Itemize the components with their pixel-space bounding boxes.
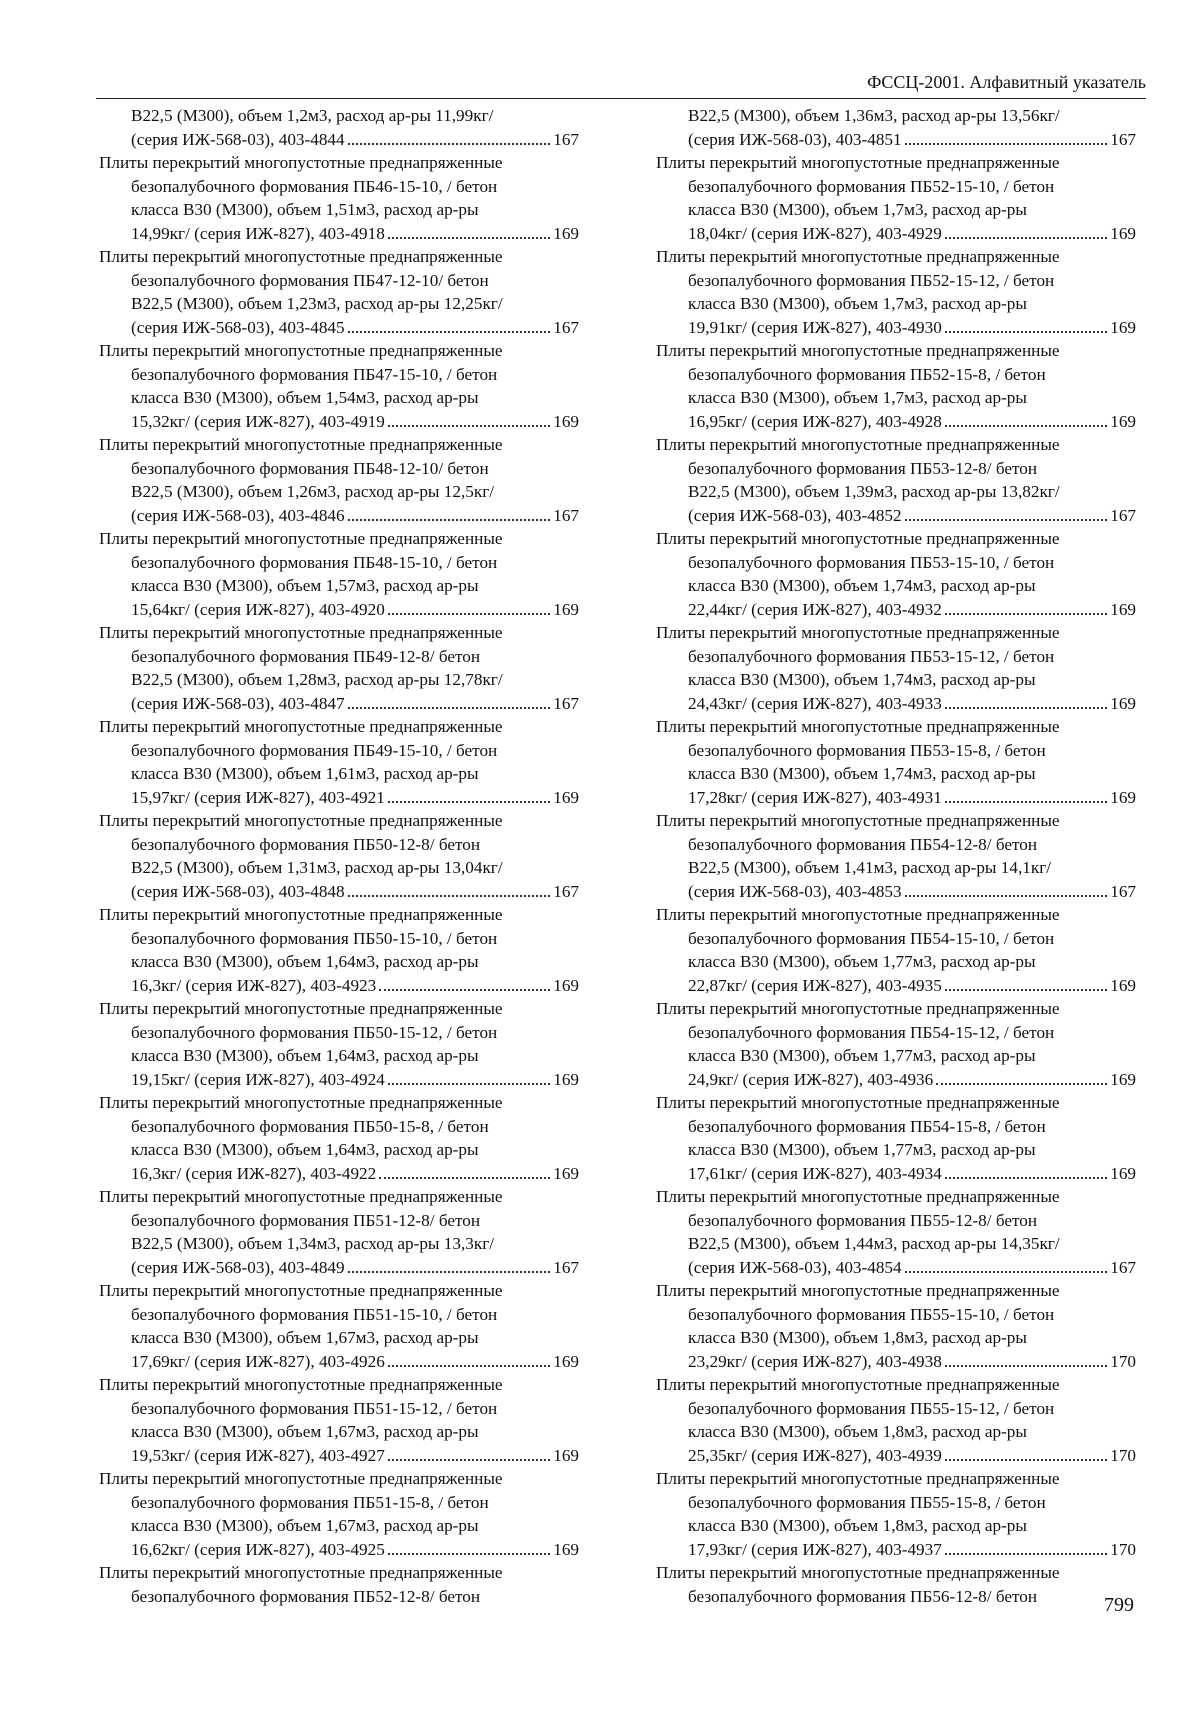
entry-line: безопалубочного формования ПБ54-12-8/ бетон — [688, 834, 1038, 854]
entry-line: класса В30 (М300), объем 1,8м3, расход ар-ры — [688, 1516, 1027, 1535]
entry-line: класса В30 (М300), объем 1,74м3, расход ар-ры — [688, 576, 1036, 595]
entry-page-ref: 169 — [553, 411, 579, 431]
entry-line — [99, 692, 579, 716]
entry-page-ref: 169 — [1110, 1069, 1136, 1089]
index-entry — [656, 809, 1136, 903]
entry-line — [656, 598, 1136, 622]
entry-line: класса В30 (М300), объем 1,54м3, расход ар-ры — [131, 388, 479, 407]
entry-line — [656, 1256, 1136, 1280]
entry-line: Плиты перекрытий многопустотные преднапряженные — [656, 999, 1060, 1018]
entry-text: 17,61кг/ (серия ИЖ-827), 403-4934 — [688, 1163, 942, 1183]
entry-page-ref: 167 — [1110, 881, 1136, 901]
index-entry — [99, 339, 579, 433]
entry-line: безопалубочного формования ПБ52-15-10, / бетон — [688, 176, 1055, 196]
entry-text: 24,43кг/ (серия ИЖ-827), 403-4933 — [688, 693, 942, 713]
entry-line: Плиты перекрытий многопустотные преднапряженные — [656, 1187, 1060, 1206]
entry-line: безопалубочного формования ПБ54-15-12, / бетон — [688, 1022, 1055, 1042]
entry-text: 15,32кг/ (серия ИЖ-827), 403-4919 — [131, 411, 385, 431]
index-entry — [656, 433, 1136, 527]
index-entry — [99, 903, 579, 997]
entry-line: безопалубочного формования ПБ47-12-10/ бетон — [131, 270, 489, 290]
entry-line — [656, 786, 1136, 810]
index-entry — [99, 715, 579, 809]
entry-line: Плиты перекрытий многопустотные преднапряженные — [656, 435, 1060, 454]
entry-line: безопалубочного формования ПБ50-12-8/ бетон — [131, 834, 481, 854]
entry-line — [99, 222, 579, 246]
entry-line: класса В30 (М300), объем 1,77м3, расход ар-ры — [688, 1140, 1036, 1159]
running-title: ФССЦ-2001. Алфавитный указатель — [867, 72, 1146, 92]
entry-line: класса В30 (М300), объем 1,77м3, расход ар-ры — [688, 952, 1036, 971]
entry-line: Плиты перекрытий многопустотные преднапряженные — [656, 1469, 1060, 1488]
entry-page-ref: 167 — [553, 505, 579, 525]
entry-line — [656, 974, 1136, 998]
entry-text: (серия ИЖ-568-03), 403-4852 — [688, 505, 902, 525]
entry-line: Плиты перекрытий многопустотные преднапряженные — [99, 623, 503, 642]
entry-line — [656, 504, 1136, 528]
entry-line: безопалубочного формования ПБ48-15-10, / бетон — [131, 552, 498, 572]
entry-line: безопалубочного формования ПБ51-15-10, / бетон — [131, 1304, 498, 1324]
entry-line — [99, 1444, 579, 1468]
entry-line — [656, 1538, 1136, 1562]
entry-page-ref: 169 — [1110, 411, 1136, 431]
entry-line: класса В30 (М300), объем 1,74м3, расход ар-ры — [688, 764, 1036, 783]
entry-line — [99, 128, 579, 152]
entry-line: класса В30 (М300), объем 1,74м3, расход ар-ры — [688, 670, 1036, 689]
dot-leader — [945, 1553, 1107, 1555]
index-entry — [99, 1467, 579, 1561]
entry-line: класса В30 (М300), объем 1,7м3, расход ар-ры — [688, 294, 1027, 313]
entry-line: безопалубочного формования ПБ55-15-12, / бетон — [688, 1398, 1055, 1418]
entry-line: Плиты перекрытий многопустотные преднапряженные — [99, 811, 503, 830]
entry-line — [99, 786, 579, 810]
dot-leader — [905, 1271, 1108, 1273]
entry-line: Плиты перекрытий многопустотные преднапряженные — [99, 1469, 503, 1488]
index-entry — [99, 809, 579, 903]
entry-line: безопалубочного формования ПБ53-15-10, / бетон — [688, 552, 1055, 572]
dot-leader — [388, 1083, 550, 1085]
entry-line: безопалубочного формования ПБ46-15-10, / бетон — [131, 176, 498, 196]
entry-page-ref: 169 — [1110, 223, 1136, 243]
index-entry — [99, 621, 579, 715]
entry-text: (серия ИЖ-568-03), 403-4849 — [131, 1257, 345, 1277]
entry-page-ref: 169 — [553, 1351, 579, 1371]
index-entry — [99, 433, 579, 527]
entry-line: безопалубочного формования ПБ52-15-12, / бетон — [688, 270, 1055, 290]
entry-line: класса В30 (М300), объем 1,67м3, расход ар-ры — [131, 1516, 479, 1535]
entry-text: 18,04кг/ (серия ИЖ-827), 403-4929 — [688, 223, 942, 243]
entry-line: безопалубочного формования ПБ53-12-8/ бетон — [688, 458, 1038, 478]
entry-line: безопалубочного формования ПБ50-15-12, / бетон — [131, 1022, 498, 1042]
entry-line: класса В30 (М300), объем 1,64м3, расход ар-ры — [131, 952, 479, 971]
entry-text: 16,95кг/ (серия ИЖ-827), 403-4928 — [688, 411, 942, 431]
entry-line: безопалубочного формования ПБ50-15-8, / бетон — [131, 1116, 489, 1136]
entry-line: класса В30 (М300), объем 1,67м3, расход ар-ры — [131, 1422, 479, 1441]
entry-page-ref: 167 — [553, 317, 579, 337]
entry-text: 19,91кг/ (серия ИЖ-827), 403-4930 — [688, 317, 942, 337]
entry-line: В22,5 (М300), объем 1,34м3, расход ар-ры 13,3кг/ — [131, 1234, 495, 1253]
entry-text: (серия ИЖ-568-03), 403-4853 — [688, 881, 902, 901]
entry-page-ref: 169 — [553, 787, 579, 807]
dot-leader — [388, 237, 550, 239]
entry-page-ref: 169 — [1110, 787, 1136, 807]
index-entry — [656, 1185, 1136, 1279]
index-entry — [656, 1467, 1136, 1561]
entry-line: Плиты перекрытий многопустотные преднапряженные — [656, 623, 1060, 642]
entry-line — [656, 1350, 1136, 1374]
index-entry — [656, 104, 1136, 151]
entry-line — [99, 598, 579, 622]
entry-line: Плиты перекрытий многопустотные преднапряженные — [99, 529, 503, 548]
entry-line — [656, 222, 1136, 246]
entry-text: (серия ИЖ-568-03), 403-4844 — [131, 129, 345, 149]
entry-page-ref: 167 — [1110, 1257, 1136, 1277]
entry-page-ref: 169 — [1110, 1163, 1136, 1183]
entry-page-ref: 167 — [1110, 129, 1136, 149]
entry-page-ref: 169 — [553, 1069, 579, 1089]
entry-line: Плиты перекрытий многопустотные преднапряженные — [656, 1563, 1060, 1582]
entry-line: Плиты перекрытий многопустотные преднапряженные — [656, 1281, 1060, 1300]
entry-text: 17,69кг/ (серия ИЖ-827), 403-4926 — [131, 1351, 385, 1371]
entry-page-ref: 169 — [1110, 693, 1136, 713]
dot-leader — [905, 519, 1108, 521]
entry-line: безопалубочного формования ПБ52-15-8, / бетон — [688, 364, 1046, 384]
index-entry — [656, 903, 1136, 997]
entry-text: 19,53кг/ (серия ИЖ-827), 403-4927 — [131, 1445, 385, 1465]
entry-line: В22,5 (М300), объем 1,31м3, расход ар-ры 13,04кг/ — [131, 858, 503, 877]
entry-line: безопалубочного формования ПБ54-15-10, / бетон — [688, 928, 1055, 948]
entry-page-ref: 169 — [1110, 599, 1136, 619]
entry-text: 22,87кг/ (серия ИЖ-827), 403-4935 — [688, 975, 942, 995]
entry-line: безопалубочного формования ПБ56-12-8/ бетон — [688, 1586, 1038, 1606]
entry-line: Плиты перекрытий многопустотные преднапряженные — [656, 247, 1060, 266]
entry-page-ref: 169 — [553, 1539, 579, 1559]
dot-leader — [348, 331, 551, 333]
dot-leader — [905, 143, 1108, 145]
entry-text: 25,35кг/ (серия ИЖ-827), 403-4939 — [688, 1445, 942, 1465]
entry-line — [656, 692, 1136, 716]
dot-leader — [945, 1365, 1107, 1367]
entry-line: Плиты перекрытий многопустотные преднапряженные — [99, 717, 503, 736]
dot-leader — [945, 237, 1107, 239]
entry-line: Плиты перекрытий многопустотные преднапряженные — [99, 341, 503, 360]
entry-page-ref: 170 — [1110, 1351, 1136, 1371]
index-entry — [656, 1561, 1136, 1608]
entry-line: безопалубочного формования ПБ51-12-8/ бетон — [131, 1210, 481, 1230]
entry-line: Плиты перекрытий многопустотные преднапряженные — [99, 153, 503, 172]
entry-line: Плиты перекрытий многопустотные преднапряженные — [99, 1563, 503, 1582]
index-entry — [656, 527, 1136, 621]
entry-text: 16,3кг/ (серия ИЖ-827), 403-4923 — [131, 975, 377, 995]
entry-line: Плиты перекрытий многопустотные преднапряженные — [656, 153, 1060, 172]
dot-leader — [348, 707, 551, 709]
entry-text: 16,62кг/ (серия ИЖ-827), 403-4925 — [131, 1539, 385, 1559]
entry-line: Плиты перекрытий многопустотные преднапряженные — [99, 435, 503, 454]
dot-leader — [388, 1365, 550, 1367]
entry-line — [99, 974, 579, 998]
index-entry — [656, 715, 1136, 809]
page-number: 799 — [1104, 1594, 1134, 1616]
entry-line: Плиты перекрытий многопустотные преднапряженные — [656, 1093, 1060, 1112]
entry-line — [99, 410, 579, 434]
entry-line: Плиты перекрытий многопустотные преднапряженные — [99, 905, 503, 924]
index-entry — [656, 1373, 1136, 1467]
entry-page-ref: 170 — [1110, 1445, 1136, 1465]
entry-text: 17,93кг/ (серия ИЖ-827), 403-4937 — [688, 1539, 942, 1559]
entry-line — [656, 128, 1136, 152]
entry-line — [656, 880, 1136, 904]
entry-line: В22,5 (М300), объем 1,23м3, расход ар-ры 12,25кг/ — [131, 294, 503, 313]
entry-line: безопалубочного формования ПБ49-12-8/ бетон — [131, 646, 481, 666]
entry-line: класса В30 (М300), объем 1,67м3, расход ар-ры — [131, 1328, 479, 1347]
entry-line — [656, 1162, 1136, 1186]
entry-line: класса В30 (М300), объем 1,7м3, расход ар-ры — [688, 200, 1027, 219]
entry-line: В22,5 (М300), объем 1,36м3, расход ар-ры 13,56кг/ — [688, 106, 1060, 125]
dot-leader — [945, 1177, 1107, 1179]
entry-line: В22,5 (М300), объем 1,39м3, расход ар-ры 13,82кг/ — [688, 482, 1060, 501]
entry-line: Плиты перекрытий многопустотные преднапряженные — [99, 1375, 503, 1394]
entry-line: Плиты перекрытий многопустотные преднапряженные — [99, 999, 503, 1018]
dot-leader — [945, 707, 1107, 709]
dot-leader — [945, 425, 1107, 427]
entry-page-ref: 169 — [553, 1445, 579, 1465]
dot-leader — [945, 989, 1107, 991]
entry-line: Плиты перекрытий многопустотные преднапряженные — [99, 247, 503, 266]
entry-text: 23,29кг/ (серия ИЖ-827), 403-4938 — [688, 1351, 942, 1371]
entry-line: В22,5 (М300), объем 1,28м3, расход ар-ры 12,78кг/ — [131, 670, 503, 689]
dot-leader — [936, 1083, 1107, 1085]
entry-line: Плиты перекрытий многопустотные преднапряженные — [99, 1281, 503, 1300]
entry-line — [99, 1350, 579, 1374]
entry-line: безопалубочного формования ПБ55-15-8, / бетон — [688, 1492, 1046, 1512]
entry-line: безопалубочного формования ПБ51-15-12, / бетон — [131, 1398, 498, 1418]
entry-line — [99, 1068, 579, 1092]
entry-text: (серия ИЖ-568-03), 403-4846 — [131, 505, 345, 525]
entry-line: безопалубочного формования ПБ53-15-12, / бетон — [688, 646, 1055, 666]
index-entry — [656, 621, 1136, 715]
entry-line: В22,5 (М300), объем 1,2м3, расход ар-ры 11,99кг/ — [131, 106, 494, 125]
entry-text: (серия ИЖ-568-03), 403-4848 — [131, 881, 345, 901]
dot-leader — [388, 1553, 550, 1555]
dot-leader — [388, 425, 550, 427]
entry-text: (серия ИЖ-568-03), 403-4845 — [131, 317, 345, 337]
entry-line: класса В30 (М300), объем 1,8м3, расход ар-ры — [688, 1328, 1027, 1347]
dot-leader — [388, 1459, 550, 1461]
entry-line: В22,5 (М300), объем 1,44м3, расход ар-ры 14,35кг/ — [688, 1234, 1060, 1253]
entry-line: Плиты перекрытий многопустотные преднапряженные — [656, 529, 1060, 548]
entry-line: Плиты перекрытий многопустотные преднапряженные — [656, 1375, 1060, 1394]
index-entry — [99, 104, 579, 151]
entry-line: класса В30 (М300), объем 1,8м3, расход ар-ры — [688, 1422, 1027, 1441]
dot-leader — [945, 331, 1107, 333]
index-entry — [99, 151, 579, 245]
entry-text: 15,64кг/ (серия ИЖ-827), 403-4920 — [131, 599, 385, 619]
entry-line: безопалубочного формования ПБ51-15-8, / бетон — [131, 1492, 489, 1512]
index-entry — [656, 997, 1136, 1091]
entry-line — [99, 504, 579, 528]
entry-text: (серия ИЖ-568-03), 403-4854 — [688, 1257, 902, 1277]
entry-page-ref: 167 — [1110, 505, 1136, 525]
entry-line — [656, 1444, 1136, 1468]
entry-page-ref: 167 — [553, 129, 579, 149]
index-entry — [99, 1185, 579, 1279]
entry-page-ref: 169 — [1110, 975, 1136, 995]
entry-line — [99, 1162, 579, 1186]
dot-leader — [348, 1271, 551, 1273]
entry-line: Плиты перекрытий многопустотные преднапряженные — [656, 341, 1060, 360]
entry-line — [99, 880, 579, 904]
dot-leader — [388, 801, 550, 803]
entry-line: безопалубочного формования ПБ47-15-10, / бетон — [131, 364, 498, 384]
entry-line: класса В30 (М300), объем 1,77м3, расход ар-ры — [688, 1046, 1036, 1065]
entry-line — [656, 316, 1136, 340]
index-entry — [99, 1373, 579, 1467]
entry-line: безопалубочного формования ПБ54-15-8, / бетон — [688, 1116, 1046, 1136]
entry-line: В22,5 (М300), объем 1,41м3, расход ар-ры 14,1кг/ — [688, 858, 1052, 877]
entry-text: 14,99кг/ (серия ИЖ-827), 403-4918 — [131, 223, 385, 243]
index-entry — [656, 1091, 1136, 1185]
entry-line: класса В30 (М300), объем 1,7м3, расход ар-ры — [688, 388, 1027, 407]
entry-text: 15,97кг/ (серия ИЖ-827), 403-4921 — [131, 787, 385, 807]
entry-line — [99, 1256, 579, 1280]
index-entry — [99, 1561, 579, 1608]
entry-line: безопалубочного формования ПБ49-15-10, / бетон — [131, 740, 498, 760]
entry-line: класса В30 (М300), объем 1,51м3, расход ар-ры — [131, 200, 479, 219]
entry-text: 17,28кг/ (серия ИЖ-827), 403-4931 — [688, 787, 942, 807]
entry-line — [656, 410, 1136, 434]
entry-text: 19,15кг/ (серия ИЖ-827), 403-4924 — [131, 1069, 385, 1089]
index-entry — [99, 245, 579, 339]
entry-page-ref: 169 — [553, 975, 579, 995]
dot-leader — [945, 801, 1107, 803]
dot-leader — [905, 895, 1108, 897]
entry-text: 22,44кг/ (серия ИЖ-827), 403-4932 — [688, 599, 942, 619]
entry-line: класса В30 (М300), объем 1,64м3, расход ар-ры — [131, 1046, 479, 1065]
entry-line: безопалубочного формования ПБ55-12-8/ бетон — [688, 1210, 1038, 1230]
entry-page-ref: 169 — [553, 223, 579, 243]
entry-text: 24,9кг/ (серия ИЖ-827), 403-4936 — [688, 1069, 934, 1089]
index-entry — [656, 339, 1136, 433]
index-column-left — [99, 104, 579, 1608]
dot-leader — [348, 895, 551, 897]
entry-page-ref: 167 — [553, 1257, 579, 1277]
dot-leader — [379, 989, 550, 991]
dot-leader — [945, 613, 1107, 615]
entry-line — [99, 316, 579, 340]
index-entry — [656, 1279, 1136, 1373]
entry-line: Плиты перекрытий многопустотные преднапряженные — [656, 811, 1060, 830]
index-entry — [99, 997, 579, 1091]
entry-line — [99, 1538, 579, 1562]
entry-page-ref: 167 — [553, 881, 579, 901]
dot-leader — [348, 519, 551, 521]
index-entry — [656, 151, 1136, 245]
index-entry — [656, 245, 1136, 339]
entry-line: безопалубочного формования ПБ52-12-8/ бетон — [131, 1586, 481, 1606]
entry-line: безопалубочного формования ПБ55-15-10, / бетон — [688, 1304, 1055, 1324]
dot-leader — [388, 613, 550, 615]
index-entry — [99, 527, 579, 621]
page-header — [96, 70, 1146, 99]
dot-leader — [945, 1459, 1107, 1461]
dot-leader — [348, 143, 551, 145]
entry-line: безопалубочного формования ПБ48-12-10/ бетон — [131, 458, 489, 478]
entry-text: (серия ИЖ-568-03), 403-4847 — [131, 693, 345, 713]
entry-line: Плиты перекрытий многопустотные преднапряженные — [99, 1093, 503, 1112]
entry-line: класса В30 (М300), объем 1,61м3, расход ар-ры — [131, 764, 479, 783]
entry-line: Плиты перекрытий многопустотные преднапряженные — [656, 717, 1060, 736]
index-column-right — [656, 104, 1136, 1608]
entry-page-ref: 169 — [553, 1163, 579, 1183]
entry-page-ref: 167 — [553, 693, 579, 713]
entry-line: класса В30 (М300), объем 1,64м3, расход ар-ры — [131, 1140, 479, 1159]
entry-text: 16,3кг/ (серия ИЖ-827), 403-4922 — [131, 1163, 377, 1183]
entry-line: В22,5 (М300), объем 1,26м3, расход ар-ры 12,5кг/ — [131, 482, 495, 501]
entry-line: Плиты перекрытий многопустотные преднапряженные — [99, 1187, 503, 1206]
dot-leader — [379, 1177, 550, 1179]
entry-line: безопалубочного формования ПБ53-15-8, / бетон — [688, 740, 1046, 760]
index-entry — [99, 1091, 579, 1185]
entry-line: Плиты перекрытий многопустотные преднапряженные — [656, 905, 1060, 924]
entry-line: безопалубочного формования ПБ50-15-10, / бетон — [131, 928, 498, 948]
entry-page-ref: 169 — [553, 599, 579, 619]
entry-text: (серия ИЖ-568-03), 403-4851 — [688, 129, 902, 149]
entry-line — [656, 1068, 1136, 1092]
index-entry — [99, 1279, 579, 1373]
entry-line: класса В30 (М300), объем 1,57м3, расход ар-ры — [131, 576, 479, 595]
entry-page-ref: 170 — [1110, 1539, 1136, 1559]
entry-page-ref: 169 — [1110, 317, 1136, 337]
